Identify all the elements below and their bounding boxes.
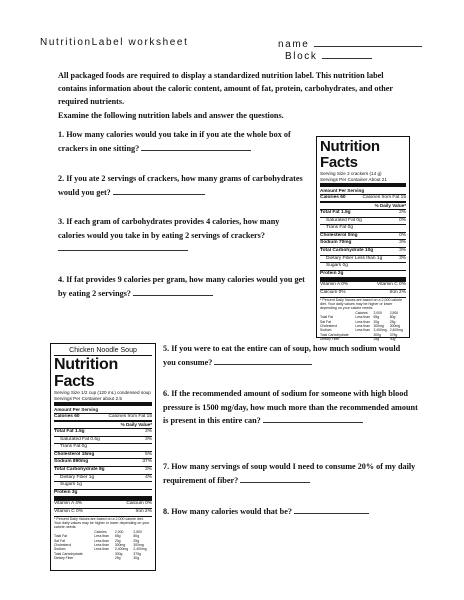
cracker-nutrient-row: Sugars 0g bbox=[320, 262, 406, 270]
cracker-vitamin-row: Calcium 0% Iron 2% bbox=[320, 289, 406, 295]
soup-vitamins bbox=[54, 500, 152, 515]
cracker-dv-table-row: Dietary Fiber 25g 30g bbox=[320, 337, 396, 342]
soup-servings: Servings Per Container about 2.5 bbox=[54, 395, 122, 401]
cracker-nutrient-row: Trans Fat 0g bbox=[320, 224, 406, 232]
intro-paragraph: All packaged foods are required to display a standardized nutrition label. This nutrition label contains information about the caloric content, amount of fat, protein, carbohydrates, and other required nutrients. bbox=[58, 71, 393, 106]
question-7: 7. How many servings of soup would I need to consume 20% of my daily requirement of fiber? bbox=[163, 462, 416, 485]
soup-dv-header: % Daily Value* bbox=[120, 422, 152, 428]
soup-nutrient-row: Cholesterol 15mg 5% bbox=[54, 451, 152, 457]
soup-amount-per: Amount Per Serving bbox=[54, 407, 99, 413]
block-label: Block bbox=[285, 51, 318, 62]
cracker-nutrient-row: Total Fat 1.5g 2% bbox=[320, 209, 406, 215]
question-4: 4. If fat provides 9 calories per gram, how many calories would you get by eating 2 servings? bbox=[58, 275, 305, 298]
soup-nutrient-row: Protein 3g bbox=[54, 489, 152, 497]
question-3: 3. If each gram of carbohydrates provides 4 calories, how many calories would you take in by eating 2 servings of crackers? bbox=[58, 215, 308, 256]
block-row bbox=[285, 49, 372, 62]
answer-6-field[interactable] bbox=[263, 414, 363, 423]
soup-vitamin-row: Vitamin C 0% Iron 2% bbox=[54, 508, 152, 514]
cracker-dv-table-row: Total Fat Less than 65g 80g bbox=[320, 315, 396, 320]
question-2: 2. If you ate 2 servings of crackers, how many grams of carbohydrates would you get? bbox=[58, 174, 303, 197]
cracker-nutrient-rows bbox=[320, 209, 406, 277]
name-label: name bbox=[278, 39, 310, 50]
cracker-nutrient-row: Cholesterol 0mg 0% bbox=[320, 232, 406, 238]
soup-nutrient-row: Trans Fat 0g bbox=[54, 443, 152, 451]
soup-dv-table-row: Sat Fat Less than 20g 25g bbox=[54, 538, 140, 543]
cracker-dv-table-row: Sodium Less than 2,400mg 2,400mg bbox=[320, 328, 403, 333]
cracker-nutrient-row: Dietary Fiber Less than 1g 3% bbox=[320, 255, 406, 263]
answer-5-field[interactable] bbox=[214, 356, 312, 365]
question-6: 6. If the recommended amount of sodium for someone with high blood pressure is 1500 mg/day, how much more than the recommended amount is present in this entire can? bbox=[163, 389, 418, 425]
answer-7-field[interactable] bbox=[240, 474, 310, 483]
cracker-label-title: Nutrition Facts bbox=[320, 138, 380, 171]
cracker-dv-table-row: Sat Fat Less than 20g 25g bbox=[320, 319, 396, 324]
cracker-calories-row: Calories 60 Calories from Fat 15 bbox=[320, 194, 406, 200]
answer-2-field[interactable] bbox=[113, 186, 205, 195]
soup-dv-table-row: Total Carbohydrate 300g 375g bbox=[54, 551, 141, 556]
cracker-nutrient-row: Total Carbohydrate 10g 3% bbox=[320, 247, 406, 253]
soup-dv-table-row: Sodium Less than 2,400mg 2,400mg bbox=[54, 547, 147, 552]
answer-8-field[interactable] bbox=[294, 505, 369, 514]
soup-dv-table-row: Total Fat Less than 65g 80g bbox=[54, 534, 140, 539]
soup-nutrient-row: Saturated Fat 0.5g 3% bbox=[54, 436, 152, 444]
soup-dv-table bbox=[54, 530, 152, 561]
cracker-servings: Servings Per Container About 21 bbox=[320, 176, 387, 182]
soup-dv-table-row: Dietary Fiber 25g 30g bbox=[54, 556, 140, 561]
soup-nutrition-label bbox=[50, 343, 156, 571]
answer-4-field[interactable] bbox=[133, 287, 213, 296]
question-8: 8. How many calories would that be? bbox=[163, 505, 418, 519]
soup-serving-size: Serving Size 1/2 cup (120 mL) condensed soup bbox=[54, 390, 151, 395]
soup-nutrient-row: Total Carbohydrate 8g 3% bbox=[54, 466, 152, 472]
cracker-nutrient-row: Saturated Fat 0g 0% bbox=[320, 217, 406, 225]
cracker-vitamin-row: Vitamin A 0% Vitamin C 0% bbox=[320, 282, 406, 288]
cracker-dv-table-row: Cholesterol Less than 300mg 300mg bbox=[320, 323, 401, 328]
soup-product-name: Chicken Noodle Soup bbox=[69, 347, 137, 354]
soup-dv-table-row: Cholesterol Less than 300mg 300mg bbox=[54, 542, 144, 547]
cracker-footnote: * Percent Daily Values are based on a 2,000 calorie diet. Your daily values may be higher or lower depending on your calorie needs: bbox=[320, 297, 406, 311]
instruction: Examine the following nutrition labels and answer the questions. bbox=[58, 111, 284, 120]
soup-vitamin-row: Vitamin A 4% Calcium 0% bbox=[54, 501, 152, 507]
cracker-nutrient-row: Sodium 70mg 3% bbox=[320, 240, 406, 246]
soup-label-title: Nutrition Facts bbox=[54, 356, 118, 390]
cracker-dv-table bbox=[320, 311, 406, 342]
cracker-vitamins bbox=[320, 281, 406, 296]
cracker-nutrition-label bbox=[316, 136, 410, 342]
soup-footnote: * Percent Daily Values are based on a 2,000 calorie diet. Your daily values may be higher or lower depending on your calorie needs: bbox=[54, 516, 152, 530]
cracker-dv-table-row: Calories 2,000 2,500 bbox=[355, 310, 399, 315]
cracker-dv-header: % Daily Value* bbox=[374, 203, 406, 209]
soup-nutrient-row: Dietary Fiber 1g 4% bbox=[54, 474, 152, 482]
cracker-serving-size: Serving Size 2 crackers (14 g) bbox=[320, 171, 382, 176]
block-field[interactable] bbox=[322, 49, 372, 59]
cracker-dv-table-row: Total Carbohydrate 300g 375g bbox=[320, 332, 398, 337]
soup-nutrient-rows bbox=[54, 428, 152, 496]
soup-nutrient-row: Total Fat 1.5g 2% bbox=[54, 428, 152, 434]
soup-nutrient-row: Sugars 1g bbox=[54, 481, 152, 489]
cracker-nutrient-row: Protein 2g bbox=[320, 270, 406, 278]
answer-3-field[interactable] bbox=[58, 242, 188, 251]
soup-dv-table-row: Calories 2,000 2,500 bbox=[94, 529, 142, 534]
cracker-amount-per: Amount Per Serving bbox=[320, 188, 365, 194]
worksheet-title: NutritionLabel worksheet bbox=[40, 37, 189, 48]
soup-calories-row: Calories 60 Calories from Fat 15 bbox=[54, 413, 152, 419]
question-1: 1. How many calories would you take in if you ate the whole box of crackers in one sitting? bbox=[58, 130, 291, 153]
name-field[interactable] bbox=[314, 37, 422, 47]
soup-nutrient-row: Sodium 890mg 37% bbox=[54, 459, 152, 465]
answer-1-field[interactable] bbox=[141, 142, 251, 151]
question-5: 5. If you were to eat the entire can of soup, how much sodium would you consume? bbox=[163, 344, 401, 367]
